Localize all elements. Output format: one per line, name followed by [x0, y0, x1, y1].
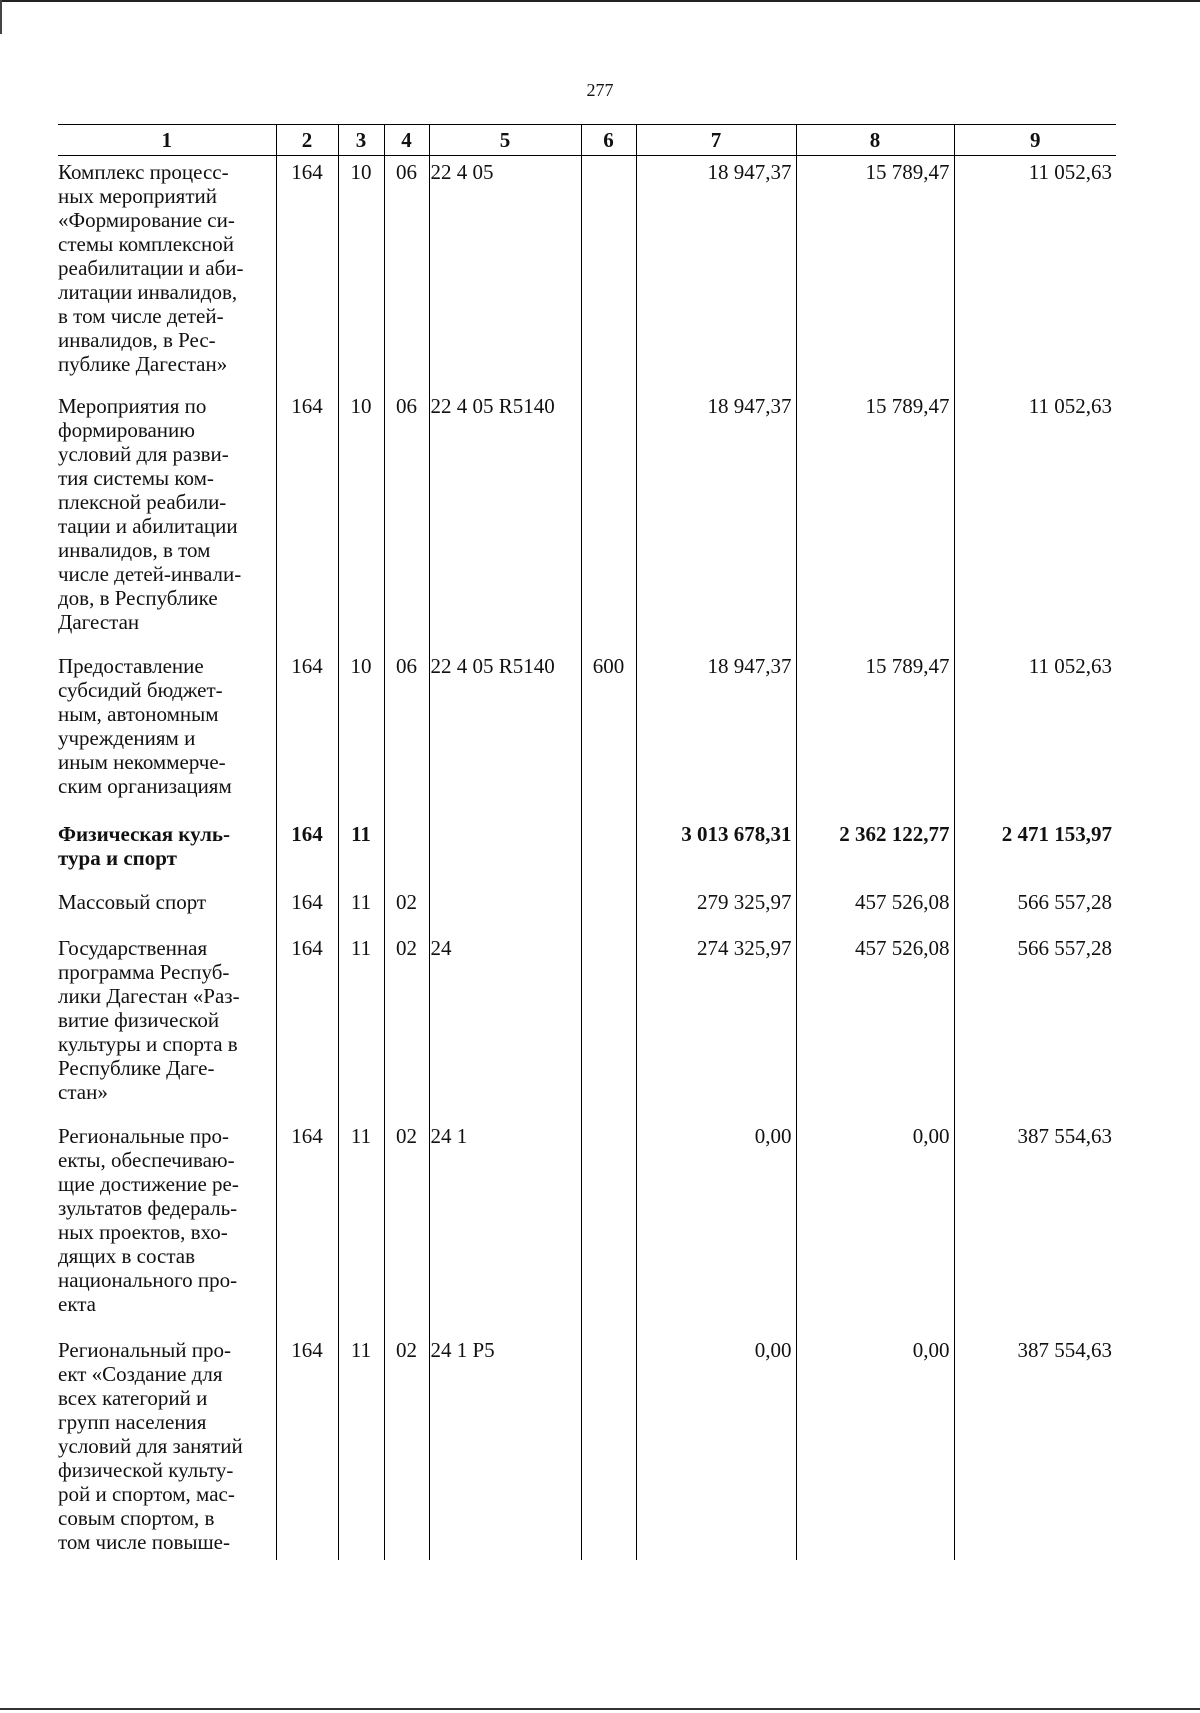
expense-type-code [581, 886, 636, 932]
ministry-code: 164 [276, 886, 338, 932]
col-header-6: 6 [581, 125, 636, 156]
amount-col-9: 566 557,28 [954, 932, 1116, 1120]
target-article-code: 22 4 05 R5140 [429, 650, 581, 818]
col-header-5: 5 [429, 125, 581, 156]
table-body [58, 156, 1116, 1561]
amount-col-7: 0,00 [636, 1120, 796, 1334]
amount-col-8: 15 789,47 [796, 156, 954, 391]
expense-type-code: 600 [581, 650, 636, 818]
subsection-code: 02 [384, 1120, 429, 1334]
amount-col-9: 11 052,63 [954, 650, 1116, 818]
amount-col-9: 11 052,63 [954, 390, 1116, 650]
col-header-8: 8 [796, 125, 954, 156]
page-number: 277 [586, 80, 614, 100]
section-code: 11 [338, 1334, 384, 1560]
row-name: Мероприятия по формированию условий для разви- тия системы ком- плексной реабили- тации и абилитации инвалидов, в том числе детей-инвали- дов, в Республике Дагестан [58, 390, 276, 650]
ministry-code: 164 [276, 1120, 338, 1334]
subsection-code: 02 [384, 1334, 429, 1560]
budget-table [58, 124, 1116, 1560]
col-header-2: 2 [276, 125, 338, 156]
amount-col-8: 15 789,47 [796, 390, 954, 650]
row-name: Региональные про- екты, обеспечиваю- щие достижение ре- зультатов федераль- ных проектов, вхо- дящих в состав национального про- екта [58, 1120, 276, 1334]
section-code: 10 [338, 156, 384, 391]
ministry-code: 164 [276, 1334, 338, 1560]
amount-col-7: 274 325,97 [636, 932, 796, 1120]
expense-type-code [581, 390, 636, 650]
section-code: 11 [338, 932, 384, 1120]
amount-col-9: 387 554,63 [954, 1120, 1116, 1334]
col-header-4: 4 [384, 125, 429, 156]
amount-col-9: 566 557,28 [954, 886, 1116, 932]
target-article-code: 24 1 P5 [429, 1334, 581, 1560]
subsection-code: 02 [384, 932, 429, 1120]
subsection-code: 02 [384, 886, 429, 932]
row-name: Предоставление субсидий бюджет- ным, автономным учреждениям и иным некоммерче- ским организациям [58, 650, 276, 818]
table-row [58, 390, 1116, 650]
scan-edge-top [0, 0, 1200, 2]
table-row [58, 156, 1116, 391]
amount-col-9: 11 052,63 [954, 156, 1116, 391]
section-code: 11 [338, 1120, 384, 1334]
ministry-code: 164 [276, 818, 338, 886]
table-row [58, 886, 1116, 932]
table-row [58, 1120, 1116, 1334]
ministry-code: 164 [276, 156, 338, 391]
target-article-code [429, 886, 581, 932]
amount-col-8: 457 526,08 [796, 886, 954, 932]
scan-edge-left [0, 0, 2, 34]
expense-type-code [581, 932, 636, 1120]
amount-col-8: 0,00 [796, 1120, 954, 1334]
subsection-code: 06 [384, 650, 429, 818]
row-name: Комплекс процесс- ных мероприятий «Формирование си- стемы комплексной реабилитации и аби- литации инвалидов, в том числе детей- инвалидов, в Рес- публике Дагестан» [58, 156, 276, 391]
amount-col-7: 18 947,37 [636, 156, 796, 391]
table-header [58, 125, 1116, 156]
expense-type-code [581, 1120, 636, 1334]
section-code: 10 [338, 390, 384, 650]
expense-type-code [581, 818, 636, 886]
scan-edge-bottom [0, 1708, 1200, 1710]
section-code: 11 [338, 818, 384, 886]
ministry-code: 164 [276, 932, 338, 1120]
row-name: Физическая куль- тура и спорт [58, 818, 276, 886]
amount-col-7: 18 947,37 [636, 650, 796, 818]
expense-type-code [581, 1334, 636, 1560]
table-row [58, 818, 1116, 886]
target-article-code: 24 [429, 932, 581, 1120]
subsection-code: 06 [384, 156, 429, 391]
col-header-1: 1 [58, 125, 276, 156]
amount-col-9: 2 471 153,97 [954, 818, 1116, 886]
amount-col-7: 3 013 678,31 [636, 818, 796, 886]
section-code: 10 [338, 650, 384, 818]
subsection-code: 06 [384, 390, 429, 650]
table-row [58, 650, 1116, 818]
row-name: Региональный про- ект «Создание для всех категорий и групп населения условий для занятий физической культу- рой и спортом, мас- совым спортом, в том числе повыше- [58, 1334, 276, 1560]
amount-col-8: 2 362 122,77 [796, 818, 954, 886]
amount-col-7: 0,00 [636, 1334, 796, 1560]
header-row [58, 125, 1116, 156]
col-header-7: 7 [636, 125, 796, 156]
ministry-code: 164 [276, 650, 338, 818]
target-article-code: 24 1 [429, 1120, 581, 1334]
row-name: Государственная программа Респуб- лики Дагестан «Раз- витие физической культуры и спорта в Республике Даге- стан» [58, 932, 276, 1120]
target-article-code: 22 4 05 [429, 156, 581, 391]
amount-col-7: 279 325,97 [636, 886, 796, 932]
table-row [58, 932, 1116, 1120]
target-article-code [429, 818, 581, 886]
subsection-code [384, 818, 429, 886]
amount-col-7: 18 947,37 [636, 390, 796, 650]
expense-type-code [581, 156, 636, 391]
amount-col-8: 15 789,47 [796, 650, 954, 818]
ministry-code: 164 [276, 390, 338, 650]
amount-col-9: 387 554,63 [954, 1334, 1116, 1560]
section-code: 11 [338, 886, 384, 932]
col-header-9: 9 [954, 125, 1116, 156]
col-header-3: 3 [338, 125, 384, 156]
amount-col-8: 457 526,08 [796, 932, 954, 1120]
target-article-code: 22 4 05 R5140 [429, 390, 581, 650]
amount-col-8: 0,00 [796, 1334, 954, 1560]
row-name: Массовый спорт [58, 886, 276, 932]
table-row [58, 1334, 1116, 1560]
